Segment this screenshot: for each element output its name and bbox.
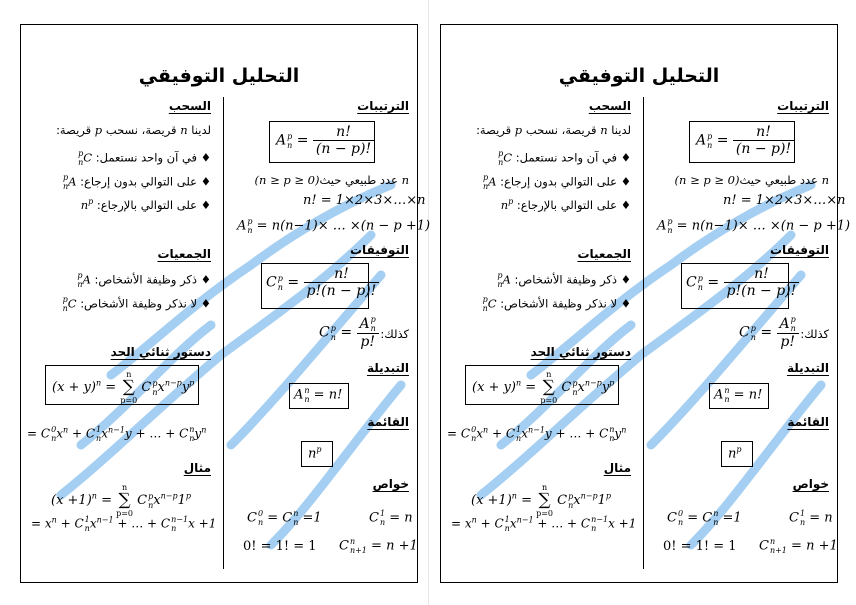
combination-arrangement-relation: Cp n = Ap n p! [739,315,799,350]
factorial-definition: n! = 1×2×3×…×n [303,193,426,208]
left-card [20,24,431,583]
combination-formula-box: Cp n = $\frac{n!}{p!(n - p)!}$ [261,263,369,309]
property-c0-cn: C0 n = Cn n =1 [247,509,322,527]
also-label: كذلك: [380,327,409,341]
heading-example: مثال [603,461,631,475]
combination-arrangement-relation: Cp n = Ap n p! [319,315,379,350]
heading-draw: السحب [588,99,631,113]
example-formula: $(x +1)^n = n$ ∑ p=0 Cp $nx^{n-p}1^p$ [51,483,192,518]
heading-permutation: التبديلة [366,361,409,375]
binomial-expansion: = C0 $nx^n + C1$ $nx^{n-1}y$ + … + Cn $ny^n$ [27,425,207,443]
heading-list: القائمة [787,415,829,429]
arrangement-formula-box: Ap n = $\frac{n!}{(n - p)!}$ [269,121,375,163]
groups-no-mention: ♦ لا نذكر وظيفة الأشخاص: Cp n [482,295,631,313]
heading-groups: الجمعيات [577,247,631,261]
page-title: التحليل التوفيقي [558,65,720,87]
heading-arrangements: الترتيبات [777,99,829,113]
draw-successive-return: ♦ على التوالي بالإرجاع: $n^p$ [80,197,211,212]
arrangement-product-formula: Ap n = n(n−1)× … ×(n − p +1) [237,217,431,235]
n-natural-condition: n عدد طبيعي حيث(n ≥ p ≥ 0) [254,173,409,187]
draw-intro: لدينا n قريصة، نسحب p قريصة: [56,123,211,137]
heading-arrangements: الترتيبات [357,99,409,113]
permutation-formula-box: An n = n! [289,383,349,409]
heading-example: مثال [183,461,211,475]
heading-binomial: دستور ثنائي الحد [110,345,211,359]
draw-successive-no-return: ♦ على التوالي بدون إرجاع: Ap n [482,173,631,191]
page-title: التحليل التوفيقي [138,65,300,87]
heading-draw: السحب [168,99,211,113]
heading-permutation: التبديلة [786,361,829,375]
property-c1: C1 n = n [789,509,833,527]
combination-formula-box: Cp n = $\frac{n!}{p!(n - p)!}$ [681,263,789,309]
list-formula-box: $n^p$ [301,441,333,467]
example-formula: $(x +1)^n = n$ ∑ p=0 Cp $nx^{n-p}1^p$ [471,483,612,518]
list-formula-box: $n^p$ [721,441,753,467]
permutation-formula-box: An n = n! [709,383,769,409]
groups-mention: ♦ ذكر وظيفة الأشخاص: Ap n [77,271,211,289]
heading-combinations: التوفيقات [350,243,409,257]
property-zero-factorial: 0! = 1! = 1 [243,539,317,554]
page-fold-line [428,0,429,605]
column-divider [643,97,644,569]
draw-simultaneous: ♦ في آن واحد نستعمل: Cp n [78,149,211,167]
also-label: كذلك: [800,327,829,341]
binomial-formula-box: $(x + y)^n = n$ ∑ p=0 Cp $nx^{n-p}y^p$ [465,365,619,405]
heading-binomial: دستور ثنائي الحد [530,345,631,359]
column-divider [223,97,224,569]
groups-mention: ♦ ذكر وظيفة الأشخاص: Ap n [497,271,631,289]
property-cn-n1: Cn n+1 = n +1 [759,537,838,555]
draw-successive-return: ♦ على التوالي بالإرجاع: $n^p$ [500,197,631,212]
n-natural-condition: n عدد طبيعي حيث(n ≥ p ≥ 0) [674,173,829,187]
draw-simultaneous: ♦ في آن واحد نستعمل: Cp n [498,149,631,167]
example-expansion: = $x^n + C1$ $nx^{n-1}$ + … + Cn−1 n x +1 [451,515,637,533]
heading-properties: خواص [372,477,409,491]
binomial-formula-box: $(x + y)^n = n$ ∑ p=0 Cp $nx^{n-p}y^p$ [45,365,199,405]
right-card [440,24,851,583]
property-c0-cn: C0 n = Cn n =1 [667,509,742,527]
arrangement-product-formula: Ap n = n(n−1)× … ×(n − p +1) [657,217,851,235]
property-cn-n1: Cn n+1 = n +1 [339,537,418,555]
property-c1: C1 n = n [369,509,413,527]
draw-intro: لدينا n قريصة، نسحب p قريصة: [476,123,631,137]
heading-list: القائمة [367,415,409,429]
heading-groups: الجمعيات [157,247,211,261]
binomial-expansion: = C0 $nx^n + C1$ $nx^{n-1}y$ + … + Cn $ny^n$ [447,425,627,443]
arrangement-formula-box: Ap n = $\frac{n!}{(n - p)!}$ [689,121,795,163]
property-zero-factorial: 0! = 1! = 1 [663,539,737,554]
groups-no-mention: ♦ لا نذكر وظيفة الأشخاص: Cp n [62,295,211,313]
heading-properties: خواص [792,477,829,491]
example-expansion: = $x^n + C1$ $nx^{n-1}$ + … + Cn−1 n x +1 [31,515,217,533]
heading-combinations: التوفيقات [770,243,829,257]
factorial-definition: n! = 1×2×3×…×n [723,193,846,208]
draw-successive-no-return: ♦ على التوالي بدون إرجاع: Ap n [62,173,211,191]
